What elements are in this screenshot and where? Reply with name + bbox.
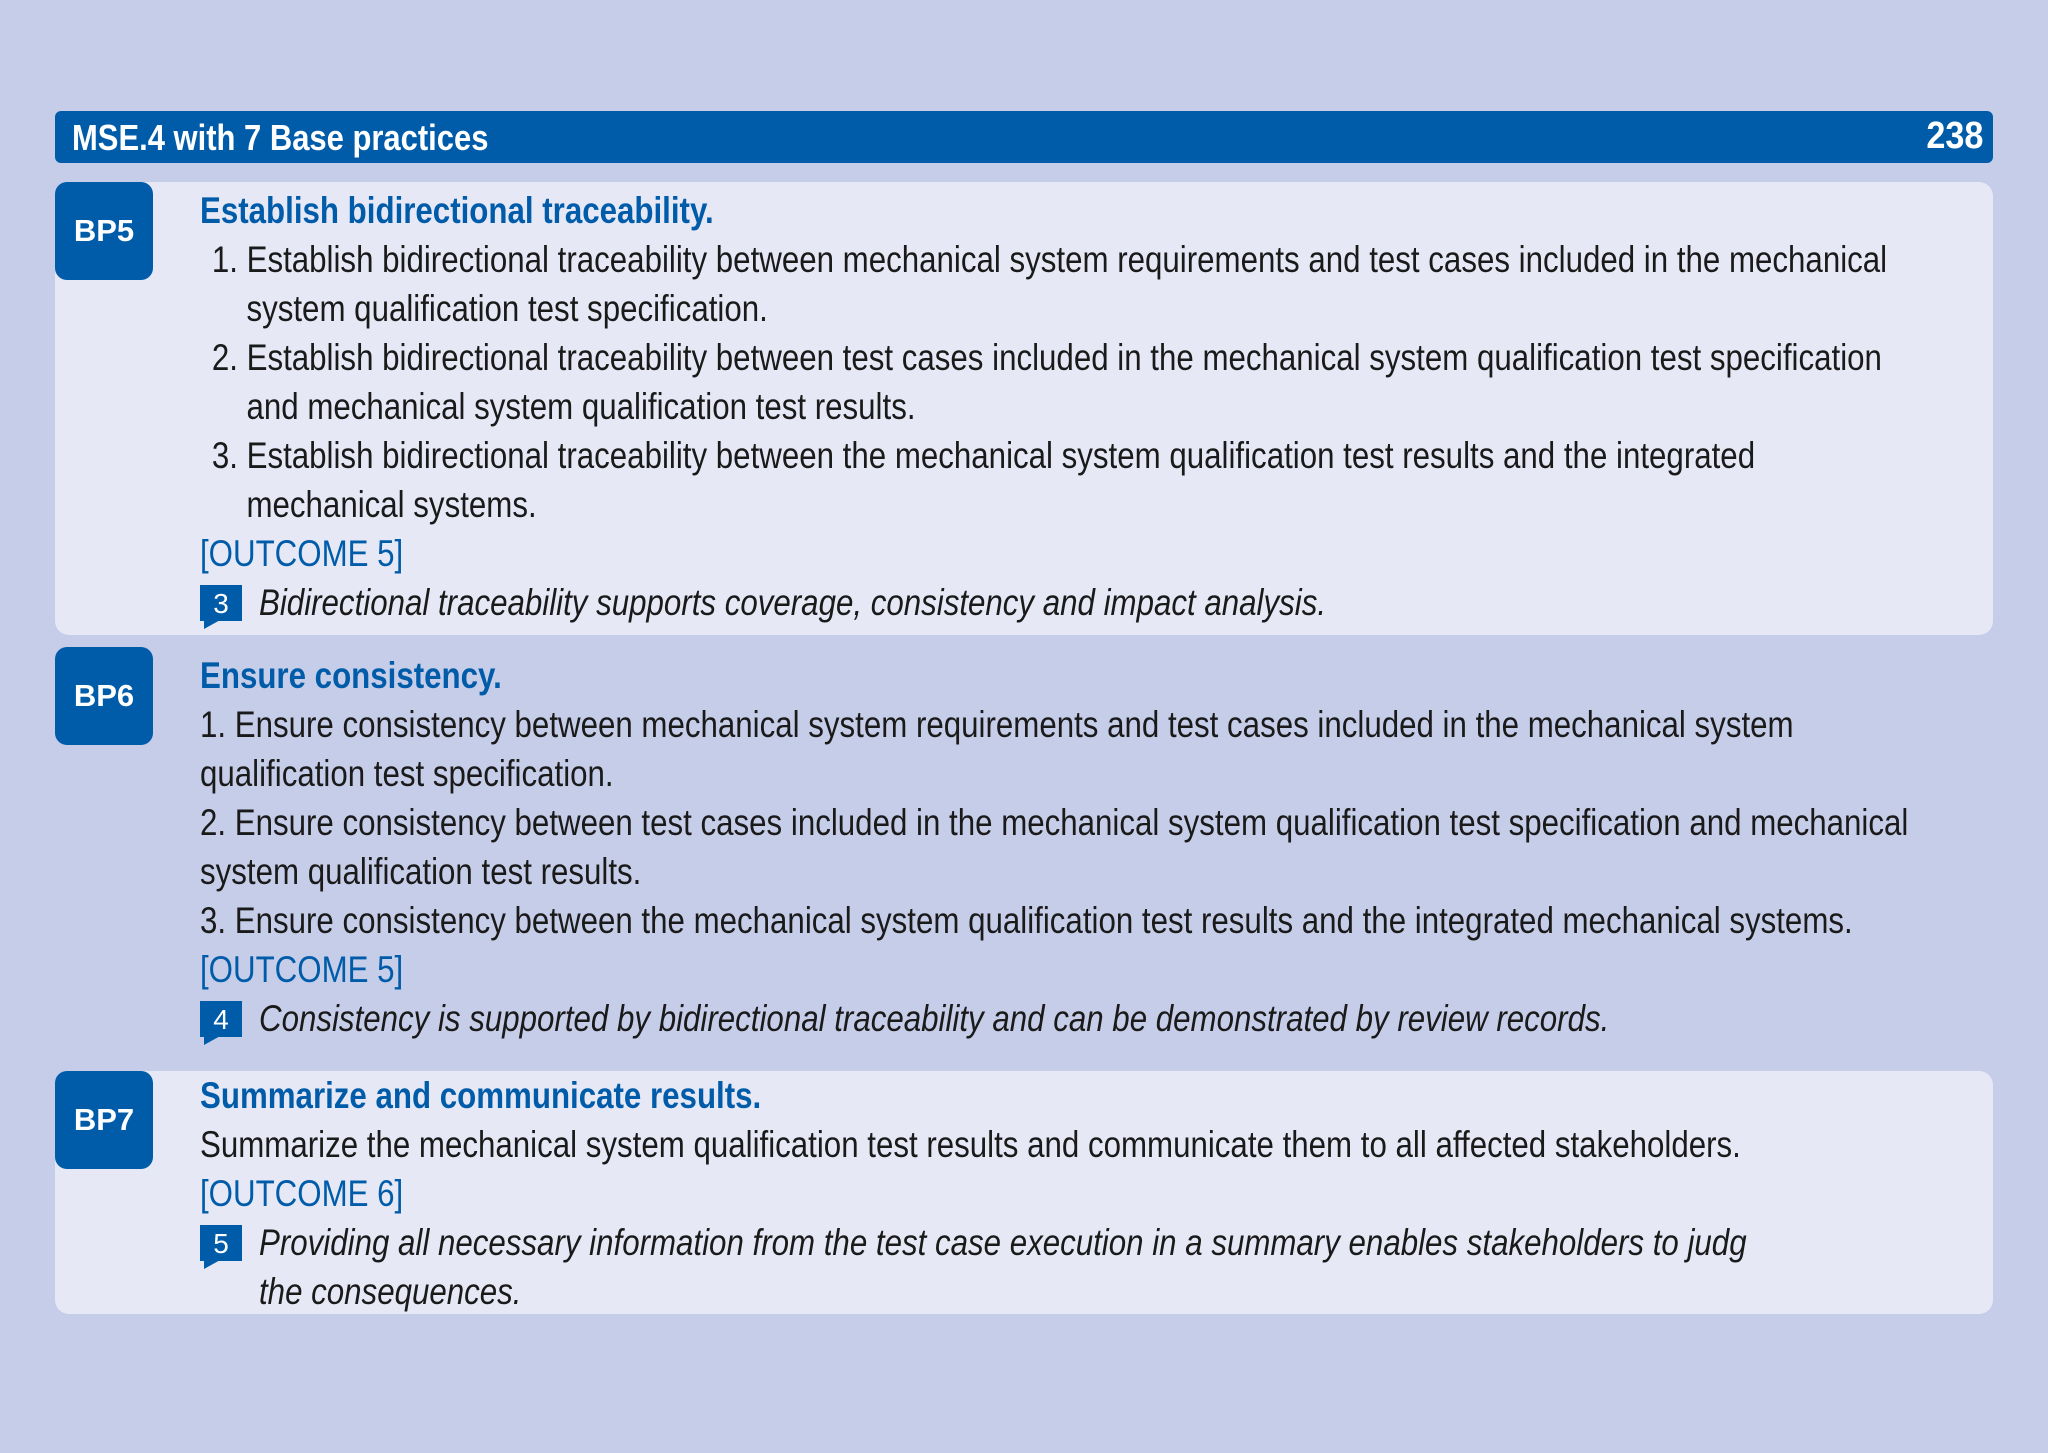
bp5-item-2-cont: and mechanical system qualification test results. xyxy=(246,386,916,427)
bp6-line-3: 2. Ensure consistency between test cases included in the mechanical system qualification test specification and mechanical xyxy=(200,802,1909,843)
note-callout-icon xyxy=(200,585,242,623)
bp7-title: Summarize and communicate results. xyxy=(200,1075,762,1116)
bp7-note xyxy=(200,1218,1980,1267)
bp5-panel xyxy=(55,182,1993,635)
bp6-outcome: [OUTCOME 5] xyxy=(200,949,404,990)
bp7-outcome: [OUTCOME 6] xyxy=(200,1173,404,1214)
bp7-panel xyxy=(55,1071,1993,1314)
bp6-line-2: qualification test specification. xyxy=(200,753,614,794)
bp5-item-2: 2. Establish bidirectional traceability between test cases included in the mechanical system qualification test specification xyxy=(211,337,1882,378)
bp6-title: Ensure consistency. xyxy=(200,655,502,696)
bp7-note-text: Providing all necessary information from the test case execution in a summary enables stakeholders to judg xyxy=(259,1222,1747,1263)
bp5-badge: BP5 xyxy=(55,182,153,280)
bp7-note-cont xyxy=(200,1267,1980,1316)
bp6-note xyxy=(200,994,1980,1043)
note-callout-icon xyxy=(200,1225,242,1263)
bp7-badge: BP7 xyxy=(55,1071,153,1169)
bp5-note-text: Bidirectional traceability supports coverage, consistency and impact analysis. xyxy=(259,582,1327,623)
bp6-line-4: system qualification test results. xyxy=(200,851,642,892)
bp5-item-1-cont: system qualification test specification. xyxy=(246,288,768,329)
bp6-line-5: 3. Ensure consistency between the mechanical system qualification test results and the integrated mechanical systems. xyxy=(200,900,1853,941)
bp7-content xyxy=(200,1071,1980,1316)
bp5-title: Establish bidirectional traceability. xyxy=(200,190,714,231)
bp5-item-1: 1. Establish bidirectional traceability between mechanical system requirements and test cases included in the mechanical xyxy=(211,239,1888,280)
bp5-item-3: 3. Establish bidirectional traceability between the mechanical system qualification test results and the integrated xyxy=(211,435,1756,476)
bp6-note-text: Consistency is supported by bidirectional traceability and can be demonstrated by review records. xyxy=(259,998,1610,1039)
bp5-item-3-cont: mechanical systems. xyxy=(246,484,537,525)
bp5-note xyxy=(200,578,1980,627)
bp7-line-1: Summarize the mechanical system qualification test results and communicate them to all affected stakeholders. xyxy=(200,1124,1741,1165)
bp5-outcome: [OUTCOME 5] xyxy=(200,533,404,574)
bp7-note-text-cont: the consequences. xyxy=(259,1271,522,1312)
bp6-note-number: 4 xyxy=(200,1001,242,1037)
page-number: 238 xyxy=(1925,115,1983,157)
bp7-note-number: 5 xyxy=(200,1225,242,1261)
note-callout-icon xyxy=(200,1001,242,1039)
page-header xyxy=(55,111,1993,163)
bp6-line-1: 1. Ensure consistency between mechanical system requirements and test cases included in the mechanical system xyxy=(200,704,1794,745)
bp6-panel xyxy=(55,647,1993,1057)
bp6-badge: BP6 xyxy=(55,647,153,745)
bp5-content xyxy=(200,186,1980,627)
bp6-content xyxy=(200,651,1980,1043)
bp5-note-number: 3 xyxy=(200,585,242,621)
section-title: MSE.4 with 7 Base practices xyxy=(72,117,489,158)
